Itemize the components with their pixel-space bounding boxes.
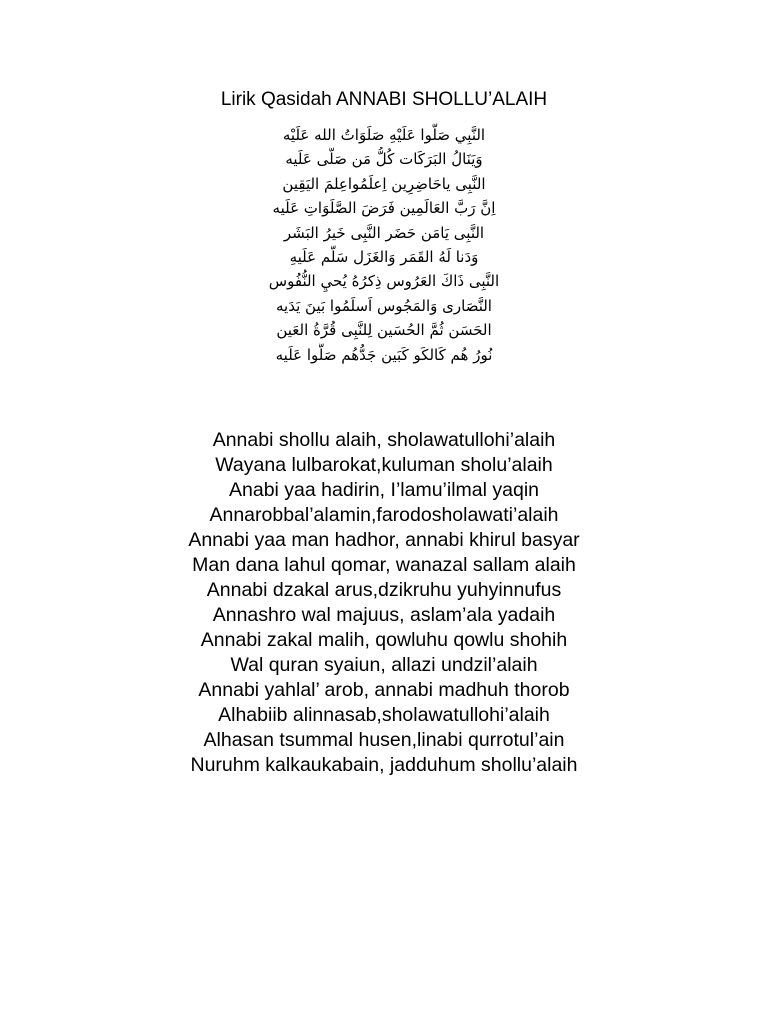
arabic-line: النَّبِى يَامَن حَضَر النَّبِى خَيرُ البَشَر [283, 223, 485, 242]
arabic-line: الحَسَن ثُمَّ الحُسَين لِلنَّبِى قُرَّةُ العَين [276, 321, 492, 340]
arabic-line: وَيَنَالُ البَرَكَات كُلُّ مَن صَلَّى عَلَيه [285, 150, 483, 169]
latin-line: Annabi yaa man hadhor, annabi khirul basyar [188, 529, 580, 551]
arabic-line: النَّصَارى وَالمَجُوس اَسلَمُوا بَينَ يَدَيه [276, 296, 492, 315]
latin-lyrics [0, 428, 768, 778]
arabic-line: النَّبِي صَلُّوا عَلَيْهِ صَلَوَاتُ الله عَلَيْه [282, 126, 486, 144]
latin-line: Anabi yaa hadirin, I’lamu’ilmal yaqin [229, 479, 539, 501]
arabic-line: وَدَنا لَهُ القَمَر وَالغَزَل سَلَّم عَلَيهِ [289, 247, 479, 266]
latin-line: Annashro wal majuus, aslam’ala yadaih [212, 604, 556, 626]
latin-line: Annarobbal’alamin,farodosholawati’alaih [209, 504, 559, 526]
latin-line: Alhabiib alinnasab,sholawatullohi’alaih [218, 704, 550, 726]
latin-line: Annabi yahlal’ arob, annabi madhuh thorob [198, 679, 570, 701]
arabic-line: النَّبِى ياحَاضِرِين اِعلَمُواعِلمَ اليَقِين [282, 174, 486, 193]
arabic-line: نُورُ هُم كَالكَو كَبَين جَدُّهُم صَلُّوا عَلَيه [275, 345, 493, 364]
latin-line: Nuruhm kalkaukabain, jadduhum shollu’alaih [190, 754, 578, 776]
latin-line: Man dana lahul qomar, wanazal sallam alaih [192, 554, 576, 576]
latin-line: Annabi zakal malih, qowluhu qowlu shohih [200, 629, 568, 651]
arabic-line: اِنَّ رَبَّ العَالَمِين فَرَضَ الصَّلَوَاتِ عَلَيه [272, 199, 496, 218]
latin-line: Wal quran syaiun, allazi undzil’alaih [230, 654, 538, 676]
latin-line: Wayana lulbarokat,kuluman sholu’alaih [215, 454, 553, 476]
latin-line: Annabi shollu alaih, sholawatullohi’alaih [212, 429, 556, 451]
page-title: Lirik Qasidah ANNABI SHOLLU’ALAIH [220, 89, 548, 110]
arabic-lyrics [0, 123, 768, 367]
arabic-line: النَّبِى ذَاكَ العَرُوس ذِكرُهُ يُحيِ النُّفُوس [268, 272, 500, 291]
latin-line: Annabi dzakal arus,dzikruhu yuhyinnufus [206, 579, 562, 601]
latin-line: Alhasan tsummal husen,linabi qurrotul’ain [203, 729, 565, 751]
